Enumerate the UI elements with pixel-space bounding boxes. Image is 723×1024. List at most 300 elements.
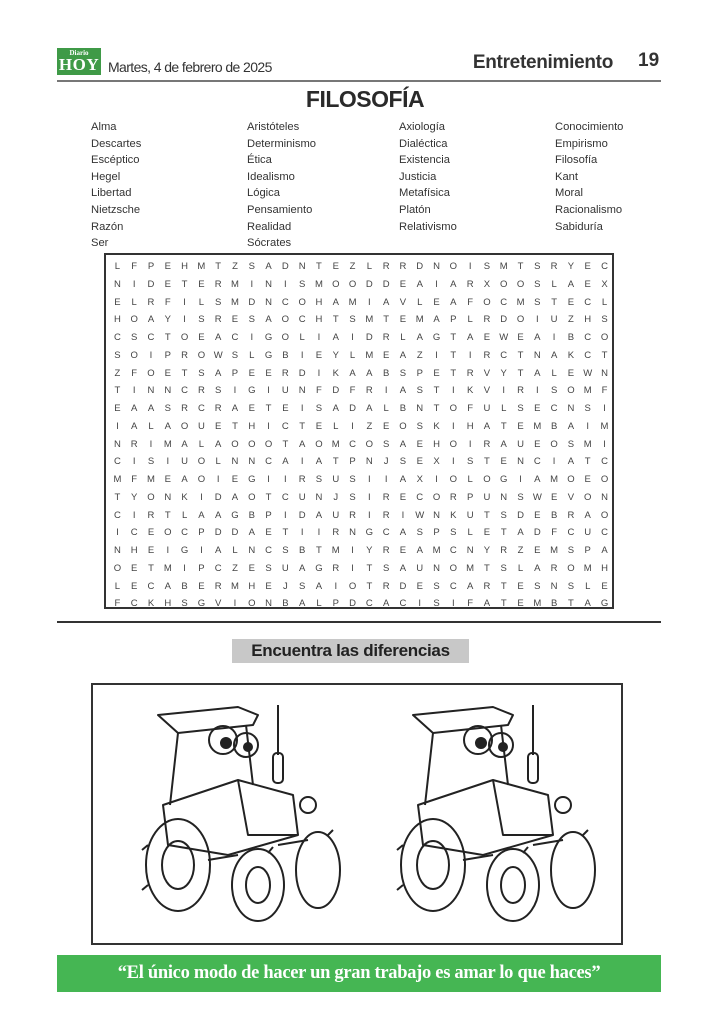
grid-letter[interactable]: L xyxy=(333,420,339,432)
grid-letter[interactable]: B xyxy=(181,580,188,592)
grid-letter[interactable]: C xyxy=(231,332,239,343)
grid-letter[interactable]: R xyxy=(550,261,558,272)
grid-letter[interactable]: A xyxy=(164,420,171,432)
grid-letter[interactable]: W xyxy=(499,332,509,343)
grid-letter[interactable]: R xyxy=(298,474,306,485)
grid-letter[interactable]: A xyxy=(517,527,524,539)
grid-letter[interactable]: E xyxy=(567,296,575,308)
grid-letter[interactable]: M xyxy=(315,278,323,290)
grid-letter[interactable]: R xyxy=(382,491,390,503)
grid-letter[interactable]: A xyxy=(584,509,591,521)
grid-letter[interactable]: I xyxy=(132,385,136,397)
grid-letter[interactable]: D xyxy=(231,527,239,539)
grid-letter[interactable]: O xyxy=(113,562,122,574)
grid-letter[interactable]: N xyxy=(231,456,239,468)
grid-letter[interactable]: L xyxy=(181,509,188,521)
grid-letter[interactable]: S xyxy=(382,438,390,450)
grid-letter[interactable]: C xyxy=(567,527,575,539)
grid-letter[interactable]: R xyxy=(147,296,155,308)
grid-letter[interactable]: D xyxy=(517,509,524,521)
grid-letter[interactable]: B xyxy=(550,509,558,521)
grid-letter[interactable]: K xyxy=(181,491,188,503)
grid-letter[interactable]: K xyxy=(567,349,575,361)
grid-letter[interactable]: M xyxy=(365,349,374,361)
grid-letter[interactable]: C xyxy=(533,456,541,468)
grid-letter[interactable]: T xyxy=(316,545,322,556)
grid-letter[interactable]: E xyxy=(248,403,255,414)
grid-letter[interactable]: Z xyxy=(568,314,574,326)
grid-letter[interactable]: T xyxy=(484,456,490,468)
grid-letter[interactable]: R xyxy=(466,367,474,379)
grid-letter[interactable]: A xyxy=(534,562,541,574)
grid-letter[interactable]: R xyxy=(483,314,491,326)
grid-letter[interactable]: I xyxy=(267,474,270,485)
grid-letter[interactable]: R xyxy=(214,314,222,326)
grid-letter[interactable]: T xyxy=(332,314,339,326)
grid-letter[interactable]: I xyxy=(452,385,455,397)
grid-letter[interactable]: M xyxy=(365,314,374,326)
grid-letter[interactable]: A xyxy=(399,474,407,485)
grid-letter[interactable]: E xyxy=(500,456,507,468)
grid-letter[interactable]: A xyxy=(298,562,306,574)
grid-letter[interactable]: T xyxy=(433,403,440,414)
grid-letter[interactable]: I xyxy=(200,491,203,503)
grid-letter[interactable]: M xyxy=(331,545,340,556)
grid-letter[interactable]: I xyxy=(317,332,321,343)
grid-letter[interactable]: S xyxy=(450,527,457,539)
grid-letter[interactable]: A xyxy=(298,598,306,610)
grid-letter[interactable]: S xyxy=(265,562,272,574)
grid-letter[interactable]: C xyxy=(584,296,592,308)
grid-letter[interactable]: H xyxy=(584,314,592,326)
grid-letter[interactable]: E xyxy=(399,491,407,503)
grid-letter[interactable]: N xyxy=(113,278,121,290)
grid-letter[interactable]: S xyxy=(517,491,524,503)
grid-letter[interactable]: S xyxy=(315,474,323,485)
grid-letter[interactable]: M xyxy=(583,562,592,574)
grid-letter[interactable]: M xyxy=(583,385,592,397)
grid-letter[interactable]: S xyxy=(500,562,507,574)
grid-letter[interactable]: I xyxy=(284,474,287,485)
grid-letter[interactable]: M xyxy=(533,598,542,610)
grid-letter[interactable]: O xyxy=(449,403,458,414)
grid-letter[interactable]: A xyxy=(332,296,339,308)
grid-letter[interactable]: I xyxy=(552,332,556,343)
grid-letter[interactable]: O xyxy=(197,456,206,468)
grid-letter[interactable]: C xyxy=(265,456,272,468)
grid-letter[interactable]: K xyxy=(450,509,457,521)
grid-letter[interactable]: A xyxy=(198,509,205,521)
grid-letter[interactable]: C xyxy=(265,545,272,556)
grid-letter[interactable]: I xyxy=(368,296,371,308)
grid-letter[interactable]: G xyxy=(231,509,239,521)
grid-letter[interactable]: P xyxy=(332,598,339,610)
grid-letter[interactable]: H xyxy=(315,296,323,308)
grid-letter[interactable]: G xyxy=(264,332,273,343)
grid-letter[interactable]: O xyxy=(281,332,290,343)
grid-letter[interactable]: T xyxy=(601,349,608,361)
grid-letter[interactable]: A xyxy=(265,314,272,326)
grid-letter[interactable]: G xyxy=(315,562,323,574)
grid-letter[interactable]: E xyxy=(517,332,524,343)
grid-letter[interactable]: E xyxy=(584,261,591,272)
grid-letter[interactable]: E xyxy=(164,278,171,290)
grid-letter[interactable]: N xyxy=(433,261,440,272)
grid-letter[interactable]: P xyxy=(450,314,457,326)
grid-letter[interactable]: E xyxy=(164,367,171,379)
grid-letter[interactable]: P xyxy=(198,562,205,574)
grid-letter[interactable]: T xyxy=(517,367,524,379)
grid-letter[interactable]: T xyxy=(517,261,524,272)
grid-letter[interactable]: I xyxy=(233,385,237,397)
grid-letter[interactable]: N xyxy=(265,296,272,308)
grid-letter[interactable]: B xyxy=(550,598,558,610)
grid-letter[interactable]: E xyxy=(147,545,155,556)
grid-letter[interactable]: I xyxy=(351,545,354,556)
grid-letter[interactable]: A xyxy=(366,367,373,379)
grid-letter[interactable]: Y xyxy=(500,367,507,379)
grid-letter[interactable]: O xyxy=(567,474,575,485)
grid-letter[interactable]: D xyxy=(500,314,508,326)
grid-letter[interactable]: A xyxy=(416,545,423,556)
grid-letter[interactable]: S xyxy=(500,509,507,521)
grid-letter[interactable]: A xyxy=(399,349,407,361)
grid-letter[interactable]: A xyxy=(215,438,222,450)
grid-letter[interactable]: A xyxy=(483,598,491,610)
grid-letter[interactable]: S xyxy=(601,314,608,326)
grid-letter[interactable]: A xyxy=(215,367,222,379)
grid-letter[interactable]: A xyxy=(399,385,407,397)
grid-letter[interactable]: F xyxy=(114,598,121,610)
grid-letter[interactable]: S xyxy=(416,420,423,432)
grid-letter[interactable]: C xyxy=(584,332,592,343)
grid-letter[interactable]: C xyxy=(147,580,155,592)
grid-letter[interactable]: N xyxy=(500,491,508,503)
grid-letter[interactable]: O xyxy=(231,438,239,450)
grid-letter[interactable]: C xyxy=(113,456,121,468)
grid-letter[interactable]: U xyxy=(181,456,189,468)
grid-letter[interactable]: I xyxy=(250,332,254,343)
grid-letter[interactable]: S xyxy=(433,598,440,610)
grid-letter[interactable]: E xyxy=(534,545,541,556)
grid-letter[interactable]: A xyxy=(534,332,541,343)
grid-letter[interactable]: D xyxy=(416,261,424,272)
grid-letter[interactable]: D xyxy=(349,403,356,414)
grid-letter[interactable]: M xyxy=(466,562,475,574)
grid-letter[interactable]: E xyxy=(164,474,171,485)
grid-letter[interactable]: A xyxy=(131,420,138,432)
grid-letter[interactable]: E xyxy=(147,527,155,539)
grid-letter[interactable]: T xyxy=(500,420,507,432)
grid-letter[interactable]: R xyxy=(332,527,340,539)
grid-letter[interactable]: S xyxy=(433,580,440,592)
grid-letter[interactable]: U xyxy=(332,509,340,521)
grid-letter[interactable]: T xyxy=(148,562,154,574)
grid-letter[interactable]: G xyxy=(365,527,374,539)
grid-letter[interactable]: A xyxy=(332,332,339,343)
grid-letter[interactable]: B xyxy=(298,545,306,556)
grid-letter[interactable]: E xyxy=(265,527,272,539)
grid-letter[interactable]: M xyxy=(499,261,508,272)
grid-letter[interactable]: F xyxy=(601,385,608,397)
grid-letter[interactable]: C xyxy=(181,385,189,397)
grid-letter[interactable]: V xyxy=(483,367,491,379)
grid-letter[interactable]: O xyxy=(315,438,323,450)
grid-letter[interactable]: T xyxy=(484,562,490,574)
grid-letter[interactable]: E xyxy=(198,332,205,343)
grid-letter[interactable]: P xyxy=(265,509,272,521)
grid-letter[interactable]: X xyxy=(433,456,440,468)
grid-letter[interactable]: O xyxy=(130,349,138,361)
grid-letter[interactable]: A xyxy=(567,278,575,290)
grid-letter[interactable]: H xyxy=(113,314,121,326)
grid-letter[interactable]: C xyxy=(130,598,138,610)
grid-letter[interactable]: N xyxy=(248,456,256,468)
grid-letter[interactable]: E xyxy=(131,562,138,574)
grid-letter[interactable]: O xyxy=(449,474,458,485)
grid-letter[interactable]: C xyxy=(416,491,424,503)
grid-letter[interactable]: A xyxy=(231,403,239,414)
grid-letter[interactable]: E xyxy=(584,278,591,290)
grid-letter[interactable]: B xyxy=(567,332,575,343)
grid-letter[interactable]: M xyxy=(197,261,206,272)
grid-letter[interactable]: I xyxy=(468,438,472,450)
grid-letter[interactable]: D xyxy=(298,509,306,521)
grid-letter[interactable]: I xyxy=(435,278,438,290)
grid-letter[interactable]: R xyxy=(214,403,222,414)
grid-letter[interactable]: L xyxy=(215,456,221,468)
grid-letter[interactable]: I xyxy=(368,509,371,521)
grid-letter[interactable]: C xyxy=(281,420,289,432)
grid-letter[interactable]: U xyxy=(281,562,289,574)
grid-letter[interactable]: E xyxy=(215,420,222,432)
grid-letter[interactable]: E xyxy=(534,438,541,450)
grid-letter[interactable]: I xyxy=(536,385,539,397)
grid-letter[interactable]: N xyxy=(416,403,424,414)
grid-letter[interactable]: R xyxy=(281,367,289,379)
grid-letter[interactable]: G xyxy=(500,474,508,485)
grid-letter[interactable]: A xyxy=(416,332,423,343)
grid-letter[interactable]: G xyxy=(248,385,256,397)
grid-letter[interactable]: J xyxy=(383,456,389,468)
grid-letter[interactable]: E xyxy=(198,580,205,592)
grid-letter[interactable]: T xyxy=(450,332,457,343)
grid-letter[interactable]: M xyxy=(516,296,525,308)
grid-letter[interactable]: T xyxy=(299,420,306,432)
grid-letter[interactable]: M xyxy=(583,438,592,450)
grid-letter[interactable]: F xyxy=(316,385,322,397)
grid-letter[interactable]: A xyxy=(215,545,222,556)
grid-letter[interactable]: O xyxy=(332,278,340,290)
grid-letter[interactable]: H xyxy=(466,420,474,432)
grid-letter[interactable]: R xyxy=(214,278,222,290)
grid-letter[interactable]: W xyxy=(583,367,593,379)
grid-letter[interactable]: N xyxy=(517,456,524,468)
grid-letter[interactable]: N xyxy=(147,385,155,397)
grid-letter[interactable]: T xyxy=(517,349,524,361)
grid-letter[interactable]: N xyxy=(567,403,575,414)
grid-letter[interactable]: H xyxy=(164,598,172,610)
grid-letter[interactable]: T xyxy=(433,385,440,397)
grid-letter[interactable]: O xyxy=(399,420,407,432)
grid-letter[interactable]: P xyxy=(466,491,474,503)
grid-letter[interactable]: L xyxy=(585,580,591,592)
grid-letter[interactable]: T xyxy=(215,261,222,272)
grid-letter[interactable]: A xyxy=(550,349,558,361)
grid-letter[interactable]: I xyxy=(317,527,321,539)
grid-letter[interactable]: C xyxy=(601,261,608,272)
grid-letter[interactable]: S xyxy=(567,580,575,592)
grid-letter[interactable]: T xyxy=(551,296,558,308)
grid-letter[interactable]: Y xyxy=(366,545,373,556)
grid-letter[interactable]: E xyxy=(231,474,239,485)
grid-letter[interactable]: U xyxy=(281,385,289,397)
grid-letter[interactable]: L xyxy=(299,332,305,343)
grid-letter[interactable]: I xyxy=(468,261,472,272)
grid-letter[interactable]: R xyxy=(382,509,390,521)
grid-letter[interactable]: M xyxy=(600,420,609,432)
grid-letter[interactable]: T xyxy=(500,598,507,610)
grid-letter[interactable]: E xyxy=(584,474,591,485)
grid-letter[interactable]: N xyxy=(164,491,172,503)
grid-letter[interactable]: S xyxy=(567,545,575,556)
grid-letter[interactable]: N xyxy=(265,598,272,610)
grid-letter[interactable]: E xyxy=(416,438,423,450)
grid-letter[interactable]: L xyxy=(551,278,557,290)
grid-letter[interactable]: A xyxy=(567,456,575,468)
grid-letter[interactable]: C xyxy=(113,509,121,521)
grid-letter[interactable]: M xyxy=(231,296,239,308)
grid-letter[interactable]: R xyxy=(483,580,491,592)
grid-letter[interactable]: M xyxy=(550,545,559,556)
grid-letter[interactable]: S xyxy=(147,456,155,468)
grid-letter[interactable]: T xyxy=(282,527,289,539)
grid-letter[interactable]: H xyxy=(433,438,440,450)
grid-letter[interactable]: O xyxy=(248,438,256,450)
grid-letter[interactable]: A xyxy=(534,474,541,485)
grid-letter[interactable]: D xyxy=(147,278,155,290)
grid-letter[interactable]: S xyxy=(181,598,188,610)
grid-letter[interactable]: I xyxy=(200,545,203,556)
grid-letter[interactable]: N xyxy=(433,509,440,521)
grid-letter[interactable]: U xyxy=(332,474,340,485)
grid-letter[interactable]: O xyxy=(348,580,357,592)
grid-letter[interactable]: O xyxy=(180,420,189,432)
grid-letter[interactable]: V xyxy=(399,296,407,308)
grid-letter[interactable]: I xyxy=(149,438,153,450)
grid-letter[interactable]: A xyxy=(181,438,188,450)
grid-letter[interactable]: U xyxy=(298,491,306,503)
grid-letter[interactable]: L xyxy=(383,403,389,414)
grid-letter[interactable]: F xyxy=(467,296,474,308)
grid-letter[interactable]: B xyxy=(248,509,255,521)
grid-letter[interactable]: L xyxy=(114,580,121,592)
grid-letter[interactable]: V xyxy=(215,598,222,610)
grid-letter[interactable]: D xyxy=(332,385,340,397)
grid-letter[interactable]: L xyxy=(232,545,238,556)
grid-letter[interactable]: E xyxy=(114,403,121,414)
grid-letter[interactable]: A xyxy=(349,367,356,379)
grid-letter[interactable]: M xyxy=(163,438,172,450)
grid-letter[interactable]: I xyxy=(250,278,254,290)
grid-letter[interactable]: E xyxy=(534,509,541,521)
grid-letter[interactable]: E xyxy=(382,420,390,432)
grid-letter[interactable]: O xyxy=(600,509,609,521)
grid-letter[interactable]: P xyxy=(584,545,591,556)
grid-letter[interactable]: I xyxy=(166,456,170,468)
grid-letter[interactable]: C xyxy=(365,598,373,610)
grid-letter[interactable]: N xyxy=(265,278,272,290)
grid-letter[interactable]: O xyxy=(500,278,508,290)
grid-letter[interactable]: A xyxy=(567,420,575,432)
grid-letter[interactable]: I xyxy=(116,420,119,432)
grid-letter[interactable]: I xyxy=(351,562,354,574)
grid-letter[interactable]: I xyxy=(300,349,304,361)
grid-letter[interactable]: S xyxy=(567,438,575,450)
grid-letter[interactable]: A xyxy=(231,491,239,503)
grid-letter[interactable]: O xyxy=(483,474,491,485)
grid-letter[interactable]: E xyxy=(131,580,138,592)
grid-letter[interactable]: M xyxy=(147,474,155,485)
grid-letter[interactable]: R xyxy=(382,580,390,592)
grid-letter[interactable]: S xyxy=(349,491,356,503)
grid-letter[interactable]: C xyxy=(601,456,608,468)
grid-letter[interactable]: D xyxy=(349,598,356,610)
grid-letter[interactable]: I xyxy=(351,420,354,432)
grid-letter[interactable]: F xyxy=(164,296,171,308)
grid-letter[interactable]: O xyxy=(197,474,206,485)
grid-letter[interactable]: I xyxy=(418,598,422,610)
grid-letter[interactable]: N xyxy=(365,456,373,468)
grid-letter[interactable]: I xyxy=(317,367,321,379)
grid-letter[interactable]: I xyxy=(603,438,606,450)
grid-letter[interactable]: S xyxy=(382,562,390,574)
grid-letter[interactable]: A xyxy=(298,438,306,450)
grid-letter[interactable]: A xyxy=(382,598,390,610)
grid-letter[interactable]: O xyxy=(298,296,306,308)
grid-letter[interactable]: C xyxy=(349,438,356,450)
grid-letter[interactable]: S xyxy=(282,545,289,556)
grid-letter[interactable]: A xyxy=(466,580,474,592)
grid-letter[interactable]: W xyxy=(532,491,542,503)
grid-letter[interactable]: O xyxy=(147,491,155,503)
grid-letter[interactable]: P xyxy=(349,456,356,468)
grid-letter[interactable]: A xyxy=(315,509,323,521)
grid-letter[interactable]: A xyxy=(282,456,289,468)
grid-letter[interactable]: Y xyxy=(131,491,138,503)
grid-letter[interactable]: A xyxy=(181,474,188,485)
grid-letter[interactable]: C xyxy=(214,562,222,574)
grid-letter[interactable]: O xyxy=(365,438,374,450)
grid-letter[interactable]: S xyxy=(198,367,205,379)
grid-letter[interactable]: R xyxy=(147,509,155,521)
grid-letter[interactable]: E xyxy=(601,580,608,592)
grid-letter[interactable]: B xyxy=(399,403,407,414)
grid-letter[interactable]: D xyxy=(281,261,289,272)
grid-letter[interactable]: L xyxy=(551,367,557,379)
grid-letter[interactable]: I xyxy=(149,349,153,361)
grid-letter[interactable]: O xyxy=(147,367,155,379)
grid-letter[interactable]: D xyxy=(399,580,407,592)
grid-letter[interactable]: D xyxy=(365,332,373,343)
grid-letter[interactable]: O xyxy=(281,314,290,326)
grid-letter[interactable]: S xyxy=(298,580,306,592)
grid-letter[interactable]: Y xyxy=(332,349,339,361)
grid-letter[interactable]: D xyxy=(382,278,390,290)
grid-letter[interactable]: E xyxy=(550,491,558,503)
grid-letter[interactable]: S xyxy=(215,296,222,308)
grid-letter[interactable]: E xyxy=(248,562,255,574)
